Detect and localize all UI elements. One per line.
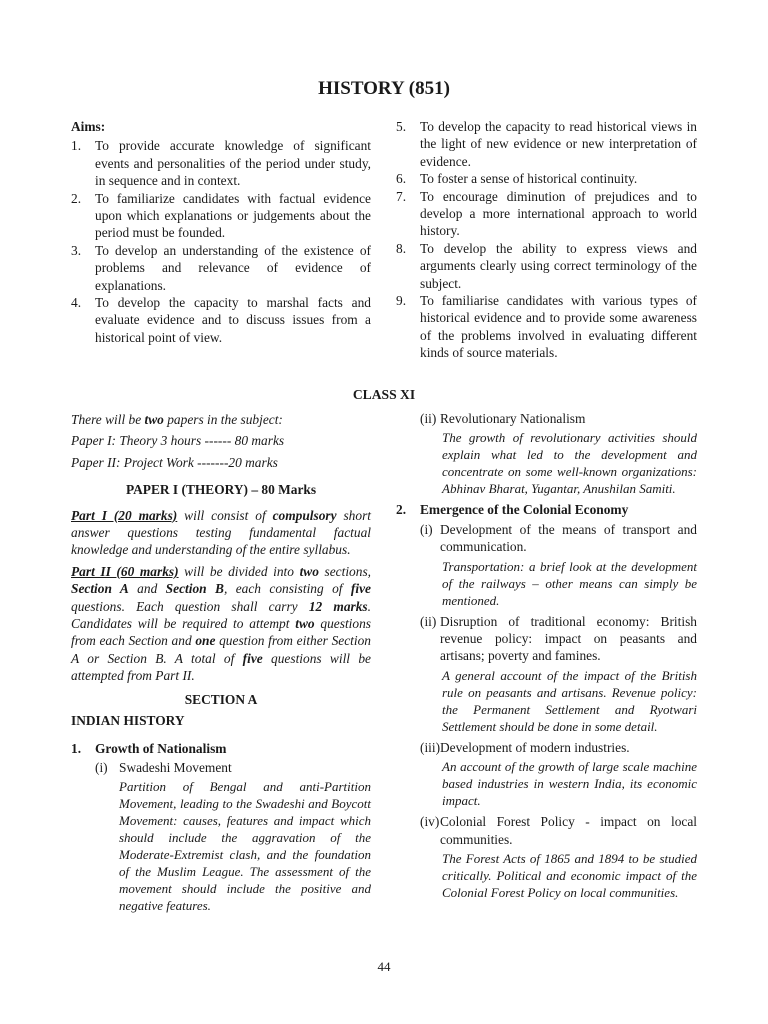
aim-item-8: 8. To develop the ability to express views and arguments clearly using correct terminology of the subject. — [396, 240, 697, 291]
topic-2-sub-2-desc: A general account of the impact of the British rule on peasants and artisans. Revenue policy: the Permanent Settlement and Ryotwari Settlement should be done in some detail. — [442, 667, 697, 734]
part2-description: Part II (60 marks) will be divided into two sections, Section A and Section B, each consisting of five questions. Each question shall carry 12 marks. Candidates will be required to attempt two questions from each Section and one question from either Section A or Section B. A total of five questions will be attempted from Part II. — [71, 563, 372, 684]
aims-left-column — [71, 118, 371, 346]
topic-2-sub-3-desc: An account of the growth of large scale machine based industries in western India, its economic impact. — [442, 759, 697, 809]
paper-one-line: Paper I: Theory 3 hours ------ 80 marks — [71, 433, 285, 449]
class-heading: CLASS XI — [352, 387, 416, 402]
topic-1-sub-2: (ii) Revolutionary Nationalism — [420, 411, 586, 426]
aim-item-7: 7. To encourage diminution of prejudices and to develop a more international approach to world history. — [396, 188, 697, 239]
aim-item-1: 1. To provide accurate knowledge of significant events and personalities of the period under study, in sequence and in context. — [71, 138, 371, 189]
papers-intro-line: There will be two papers in the subject: — [71, 412, 283, 427]
indian-history-heading: INDIAN HISTORY — [71, 713, 185, 729]
topic-1-sub-1-desc: Partition of Bengal and anti-Partition Movement, leading to the Swadeshi and Boycott Movement: causes, features and impact which should include the aggravation of the Moderate-Extremist clash, and the foundation of the Muslim League. The assessment of the movement should include the positive and negative features. — [119, 779, 371, 914]
topic-2-sub-2: (ii) Disruption of traditional economy: British revenue policy: impact on peasants and artisans; poverty and famines. — [420, 613, 697, 664]
topic-1-sub-1: (i) Swadeshi Movement — [95, 759, 232, 775]
topic-2-sub-3: (iii) Development of modern industries. — [420, 739, 630, 755]
topic-2-sub-4-desc: The Forest Acts of 1865 and 1894 to be studied critically. Political and economic impact of the Colonial Forest Policy on local communities. — [442, 851, 697, 901]
paper1-heading: PAPER I (THEORY) – 80 Marks — [125, 482, 317, 498]
topic-2-heading: 2. Emergence of the Colonial Economy — [396, 502, 629, 518]
paper-two-line: Paper II: Project Work -------20 marks — [71, 454, 278, 470]
aims-right-column — [396, 118, 697, 362]
topic-2-sub-1-desc: Transportation: a brief look at the development of the railways – other means can simply be mentioned. — [442, 558, 697, 608]
aim-item-3: 3. To develop an understanding of the existence of problems and relevance of evidence of explanations. — [71, 242, 371, 293]
aim-item-9: 9. To familiarise candidates with various types of historical evidence and to provide some awareness of the problems involved in evaluating different kinds of source materials. — [396, 293, 697, 361]
aims-heading: Aims: — [71, 119, 106, 134]
topic-2-sub-4: (iv) Colonial Forest Policy - impact on local communities. — [420, 814, 697, 847]
aim-item-6: 6. To foster a sense of historical continuity. — [396, 171, 638, 187]
right-content-column — [396, 410, 697, 905]
topic-1-heading: 1. Growth of Nationalism — [71, 740, 227, 756]
left-content-column — [71, 411, 371, 918]
page-title: HISTORY (851) — [318, 78, 450, 99]
aim-item-2: 2. To familiarize candidates with factual evidence upon which explanations or judgements about the period must be founded. — [71, 190, 371, 241]
section-a-heading: SECTION A — [184, 691, 258, 707]
aim-item-5: 5. To develop the capacity to read historical views in the light of new evidence or new interpretation of evidence. — [396, 119, 697, 169]
topic-1-sub-2-desc: The growth of revolutionary activities should explain what led to the development and concentrate on some well-known organizations: Abhinav Bharat, Yugantar, Anushilan Samiti. — [442, 430, 697, 497]
page-number: 44 — [377, 959, 391, 974]
topic-2-sub-1: (i) Development of the means of transport and communication. — [420, 521, 697, 555]
papers-intro — [71, 411, 371, 471]
part1-description: Part I (20 marks) will consist of compulsory short answer questions testing fundamental factual knowledge and understanding of the entire syllabus. — [71, 507, 371, 558]
aim-item-4: 4. To develop the capacity to marshal facts and evaluate evidence and to discuss issues from a historical point of view. — [71, 295, 371, 345]
